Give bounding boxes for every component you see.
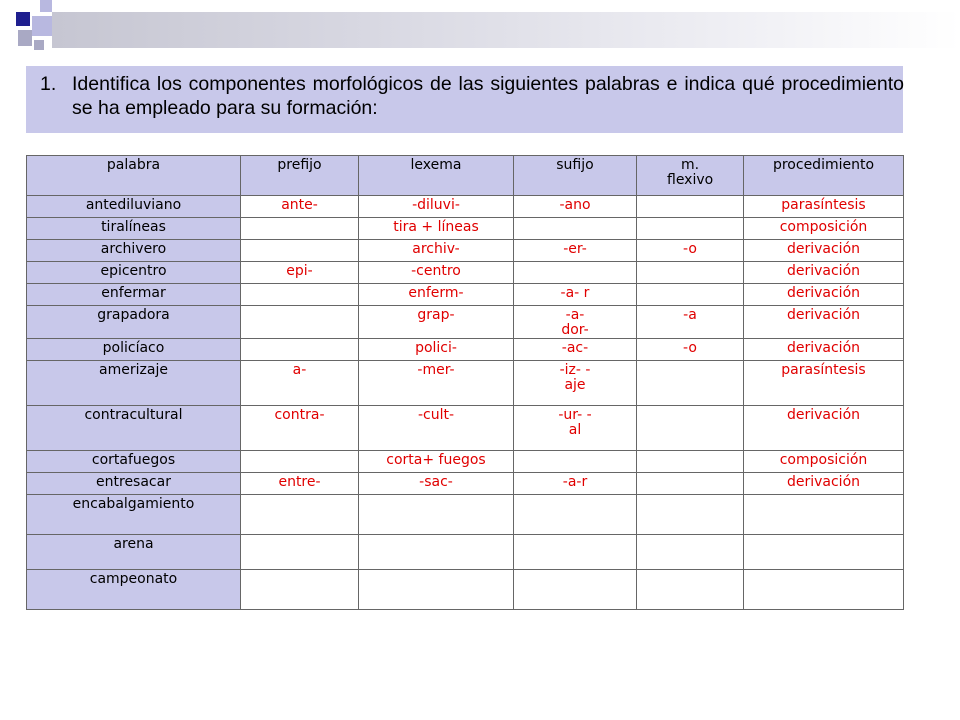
- table-row: [27, 473, 904, 495]
- table-row: [27, 284, 904, 306]
- cell-palabra: contracultural: [27, 406, 241, 451]
- instruction-number: 1.: [40, 73, 57, 95]
- cell-palabra: grapadora: [27, 306, 241, 339]
- cell-flexivo: [637, 196, 744, 218]
- cell-sufijo: -er-: [514, 240, 637, 262]
- cell-flexivo: [637, 451, 744, 473]
- cell-palabra: campeonato: [27, 570, 241, 610]
- cell-lexema: [359, 535, 514, 570]
- table-row: [27, 406, 904, 451]
- cell-prefijo: [241, 218, 359, 240]
- instruction-text: Identifica los componentes morfológicos de las siguientes palabras e indica qué procedimiento se ha empleado para su formación:: [72, 73, 904, 119]
- cell-palabra: cortafuegos: [27, 451, 241, 473]
- cell-lexema: -cult-: [359, 406, 514, 451]
- table-row: [27, 451, 904, 473]
- cell-procedimiento: parasíntesis: [744, 361, 904, 406]
- cell-lexema: [359, 570, 514, 610]
- cell-flexivo: [637, 406, 744, 451]
- cell-prefijo: [241, 570, 359, 610]
- cell-flexivo: -o: [637, 240, 744, 262]
- cell-sufijo: [514, 495, 637, 535]
- cell-flexivo: [637, 473, 744, 495]
- cell-prefijo: [241, 451, 359, 473]
- header-procedimiento: procedimiento: [744, 156, 904, 196]
- decor-square-lavender-mid: [32, 16, 52, 36]
- cell-procedimiento: derivación: [744, 406, 904, 451]
- cell-sufijo: -a-dor-: [514, 306, 637, 339]
- cell-prefijo: ante-: [241, 196, 359, 218]
- header-palabra: palabra: [27, 156, 241, 196]
- cell-flexivo: [637, 262, 744, 284]
- cell-lexema: grap-: [359, 306, 514, 339]
- cell-sufijo: [514, 451, 637, 473]
- table-row: [27, 240, 904, 262]
- cell-prefijo: [241, 535, 359, 570]
- cell-sufijo: [514, 535, 637, 570]
- header-flexivo: m. flexivo: [637, 156, 744, 196]
- cell-lexema: -centro: [359, 262, 514, 284]
- cell-procedimiento: derivación: [744, 284, 904, 306]
- cell-palabra: policíaco: [27, 339, 241, 361]
- cell-procedimiento: parasíntesis: [744, 196, 904, 218]
- table-row: [27, 218, 904, 240]
- cell-procedimiento: [744, 570, 904, 610]
- cell-prefijo: a-: [241, 361, 359, 406]
- table-row: [27, 262, 904, 284]
- cell-procedimiento: derivación: [744, 240, 904, 262]
- cell-flexivo: [637, 218, 744, 240]
- cell-palabra: antediluviano: [27, 196, 241, 218]
- cell-lexema: archiv-: [359, 240, 514, 262]
- cell-prefijo: epi-: [241, 262, 359, 284]
- cell-flexivo: -a: [637, 306, 744, 339]
- cell-lexema: polici-: [359, 339, 514, 361]
- cell-prefijo: [241, 240, 359, 262]
- table-row: [27, 361, 904, 406]
- cell-sufijo: [514, 262, 637, 284]
- cell-lexema: -sac-: [359, 473, 514, 495]
- cell-prefijo: entre-: [241, 473, 359, 495]
- cell-lexema: tira + líneas: [359, 218, 514, 240]
- cell-palabra: archivero: [27, 240, 241, 262]
- cell-sufijo: -a- r: [514, 284, 637, 306]
- morphology-table: [26, 155, 904, 610]
- cell-sufijo: -a-r: [514, 473, 637, 495]
- cell-palabra: encabalgamiento: [27, 495, 241, 535]
- cell-lexema: -diluvi-: [359, 196, 514, 218]
- title-band: [52, 12, 960, 48]
- cell-palabra: amerizaje: [27, 361, 241, 406]
- cell-procedimiento: derivación: [744, 262, 904, 284]
- cell-procedimiento: derivación: [744, 473, 904, 495]
- cell-sufijo: [514, 570, 637, 610]
- cell-lexema: enferm-: [359, 284, 514, 306]
- cell-sufijo: -ac-: [514, 339, 637, 361]
- cell-procedimiento: derivación: [744, 339, 904, 361]
- header-prefijo: prefijo: [241, 156, 359, 196]
- cell-lexema: [359, 495, 514, 535]
- cell-flexivo: -o: [637, 339, 744, 361]
- cell-prefijo: [241, 306, 359, 339]
- cell-sufijo: [514, 218, 637, 240]
- cell-procedimiento: [744, 495, 904, 535]
- cell-flexivo: [637, 535, 744, 570]
- cell-flexivo: [637, 284, 744, 306]
- cell-palabra: epicentro: [27, 262, 241, 284]
- cell-palabra: enfermar: [27, 284, 241, 306]
- cell-flexivo: [637, 495, 744, 535]
- cell-palabra: tiralíneas: [27, 218, 241, 240]
- table-row: [27, 535, 904, 570]
- cell-procedimiento: derivación: [744, 306, 904, 339]
- decor-square-gray-bottom: [34, 40, 44, 50]
- decor-square-navy: [16, 12, 30, 26]
- table-row: [27, 570, 904, 610]
- table-row: [27, 196, 904, 218]
- cell-sufijo: -iz- -aje: [514, 361, 637, 406]
- table-row: [27, 495, 904, 535]
- cell-lexema: corta+ fuegos: [359, 451, 514, 473]
- cell-flexivo: [637, 361, 744, 406]
- instruction-box: [26, 66, 903, 133]
- cell-procedimiento: composición: [744, 218, 904, 240]
- cell-flexivo: [637, 570, 744, 610]
- table-row: [27, 339, 904, 361]
- header-sufijo: sufijo: [514, 156, 637, 196]
- decor-square-lavender-top: [40, 0, 52, 12]
- cell-prefijo: [241, 284, 359, 306]
- cell-prefijo: [241, 495, 359, 535]
- cell-palabra: entresacar: [27, 473, 241, 495]
- header-lexema: lexema: [359, 156, 514, 196]
- cell-procedimiento: composición: [744, 451, 904, 473]
- cell-procedimiento: [744, 535, 904, 570]
- cell-lexema: -mer-: [359, 361, 514, 406]
- cell-sufijo: -ano: [514, 196, 637, 218]
- cell-prefijo: contra-: [241, 406, 359, 451]
- table-header-row: [27, 156, 904, 196]
- decor-square-gray-left: [18, 30, 32, 46]
- cell-palabra: arena: [27, 535, 241, 570]
- cell-sufijo: -ur- -al: [514, 406, 637, 451]
- table-row: [27, 306, 904, 339]
- cell-prefijo: [241, 339, 359, 361]
